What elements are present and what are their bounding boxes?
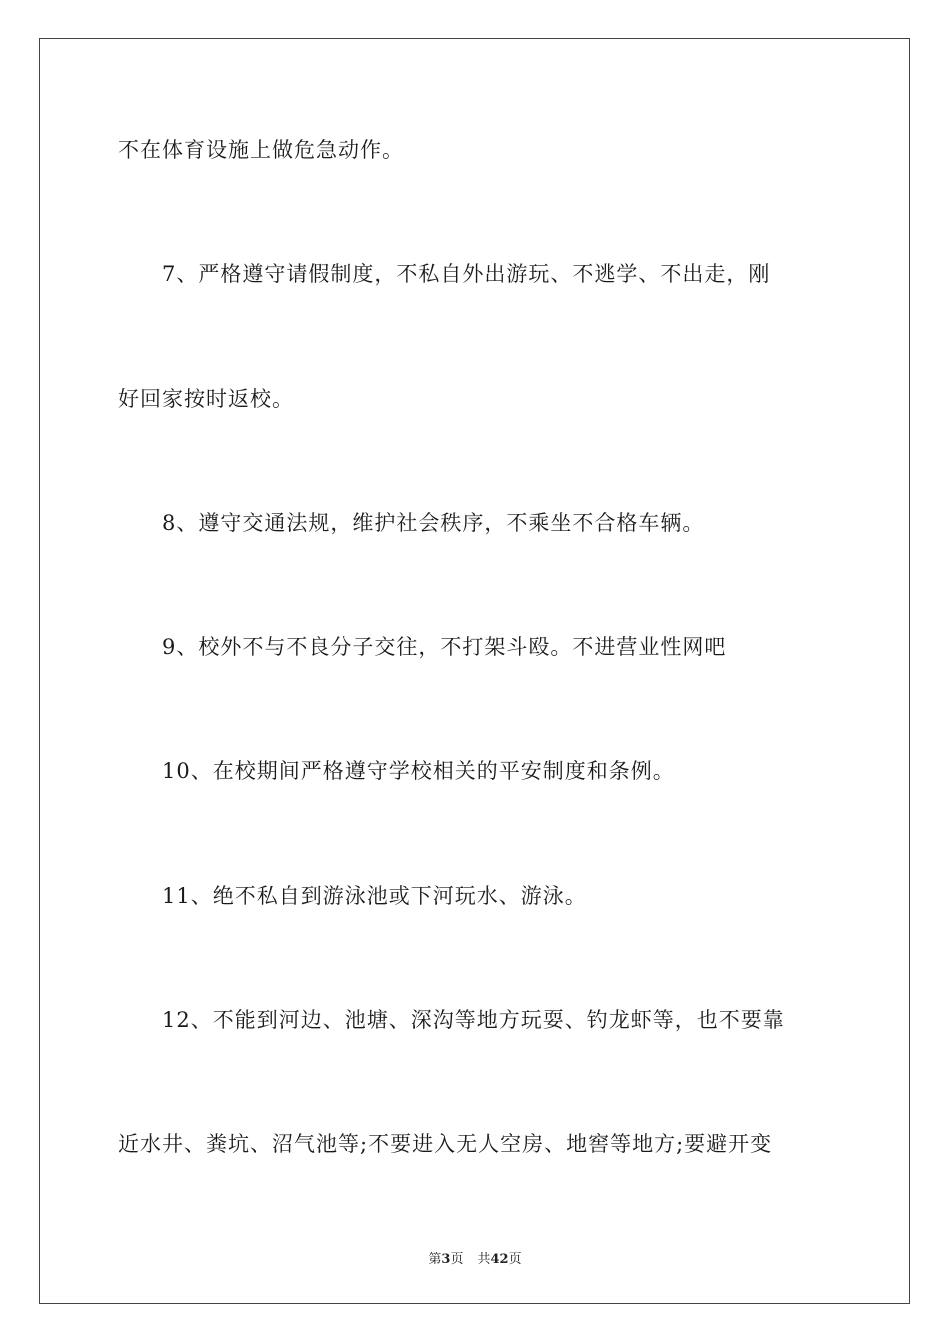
- footer-page-prefix: 第: [428, 1252, 442, 1267]
- text-line: 近水井、粪坑、沼气池等;不要进入无人空房、地窖等地方;要避开变: [118, 1132, 773, 1156]
- text-line: 好回家按时返校。: [118, 387, 294, 411]
- footer-total-suffix: 页: [508, 1252, 522, 1267]
- text-line: 11、绝不私自到游泳池或下河玩水、游泳。: [162, 884, 587, 908]
- text-line: 不在体育设施上做危急动作。: [118, 138, 404, 162]
- text-line: 12、不能到河边、池塘、深沟等地方玩耍、钓龙虾等，也不要靠: [162, 1008, 785, 1032]
- text-line: 8、遵守交通法规，维护社会秩序，不乘坐不合格车辆。: [162, 511, 705, 535]
- text-line: 7、严格遵守请假制度，不私自外出游玩、不逃学、不出走，刚: [162, 262, 771, 286]
- footer-total-pages: 42: [490, 1252, 509, 1267]
- page-footer: [0, 1248, 950, 1267]
- text-line: 9、校外不与不良分子交往，不打架斗殴。不进营业性网吧: [162, 635, 727, 659]
- footer-page-suffix: 页: [450, 1252, 464, 1267]
- footer-total-prefix: 共: [477, 1252, 491, 1267]
- footer-page-number: 3: [441, 1252, 451, 1267]
- page-frame: [39, 38, 910, 1304]
- text-line: 10、在校期间严格遵守学校相关的平安制度和条例。: [162, 759, 675, 783]
